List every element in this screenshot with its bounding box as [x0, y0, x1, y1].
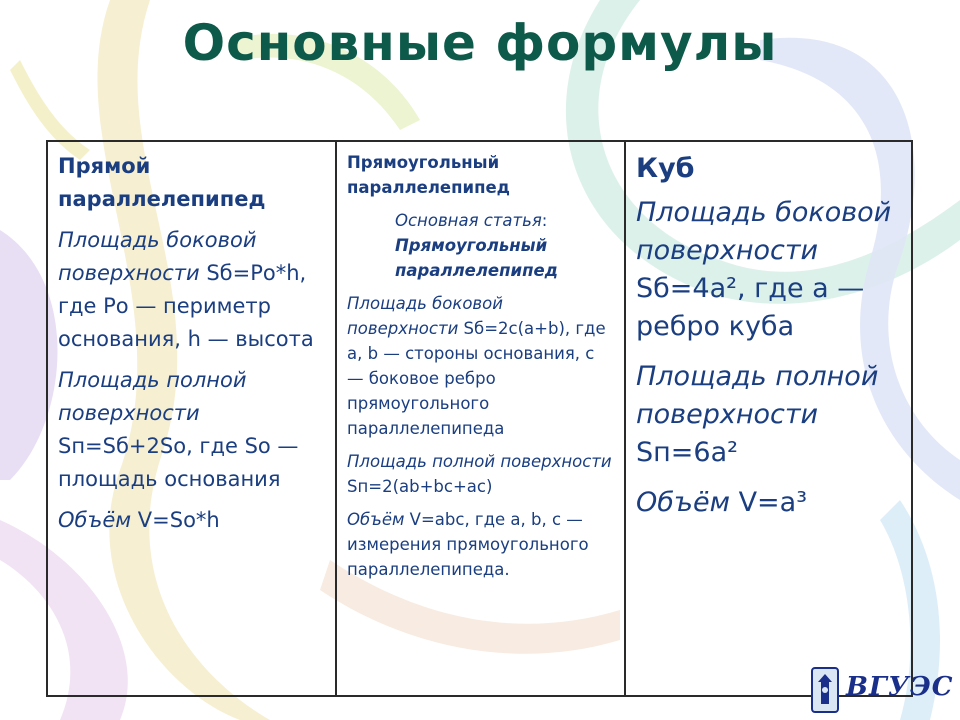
heading-cube: Куб: [636, 153, 695, 184]
logo-text: ВГУЭС: [846, 672, 954, 702]
straight-volume: [58, 504, 325, 537]
straight-total-label: Площадь полной поверхности: [58, 368, 247, 425]
straight-lateral-label: Площадь боковой поверхности: [58, 228, 257, 285]
cell-straight-parallelepiped: [47, 141, 336, 696]
main-article-link[interactable]: Прямоугольный параллелепипед: [395, 236, 558, 280]
cube-volume: [636, 484, 901, 522]
cube-total-formula: Sп=6a²: [636, 437, 738, 468]
cube-volume-label: Объём: [636, 487, 730, 518]
heading-straight-parallelepiped: Прямой параллелепипед: [58, 154, 266, 211]
straight-total-formula: Sп=Sб+2Sо, где Sо — площадь основания: [58, 434, 299, 491]
cube-lateral-label: Площадь боковой поверхности: [636, 197, 892, 266]
main-article-reference: [347, 208, 614, 283]
rect-volume-label: Объём: [347, 510, 405, 529]
main-article-colon: :: [541, 211, 548, 230]
rect-lateral-formula: Sб=2c(a+b), где a, b — стороны основания, c — боковое ребро прямоугольного параллелепипеда: [347, 319, 606, 438]
cell-cube: [625, 141, 912, 696]
rect-total-label: Площадь полной поверхности: [347, 452, 612, 471]
rect-lateral-label: Площадь боковой поверхности: [347, 294, 503, 338]
page-title: Основные формулы: [182, 14, 778, 72]
cube-lateral-area: [636, 194, 901, 346]
cube-volume-formula: V=a³: [738, 487, 808, 518]
cube-total-label: Площадь полной поверхности: [636, 361, 879, 430]
formulas-table: [46, 140, 913, 697]
main-article-label: Основная статья: [395, 211, 542, 230]
straight-volume-formula: V=Sо*h: [137, 508, 220, 532]
straight-total-area: [58, 364, 325, 496]
cell-rectangular-parallelepiped: [336, 141, 625, 696]
rect-volume: [347, 507, 614, 582]
rect-lateral-area: [347, 291, 614, 441]
rect-total-area: [347, 449, 614, 499]
cube-lateral-formula: Sб=4a², где a — ребро куба: [636, 273, 865, 342]
cube-total-area: [636, 358, 901, 472]
heading-rectangular-parallelepiped: Прямоугольный параллелепипед: [347, 153, 510, 197]
rect-volume-formula: V=abc, где a, b, c — измерения прямоугольного параллелепипеда.: [347, 510, 589, 579]
straight-lateral-formula: Sб=Pо*h, где Pо — периметр основания, h — высота: [58, 261, 314, 351]
straight-lateral-area: [58, 224, 325, 356]
rect-total-formula: Sп=2(ab+bc+ac): [347, 477, 493, 496]
straight-volume-label: Объём: [58, 508, 132, 532]
